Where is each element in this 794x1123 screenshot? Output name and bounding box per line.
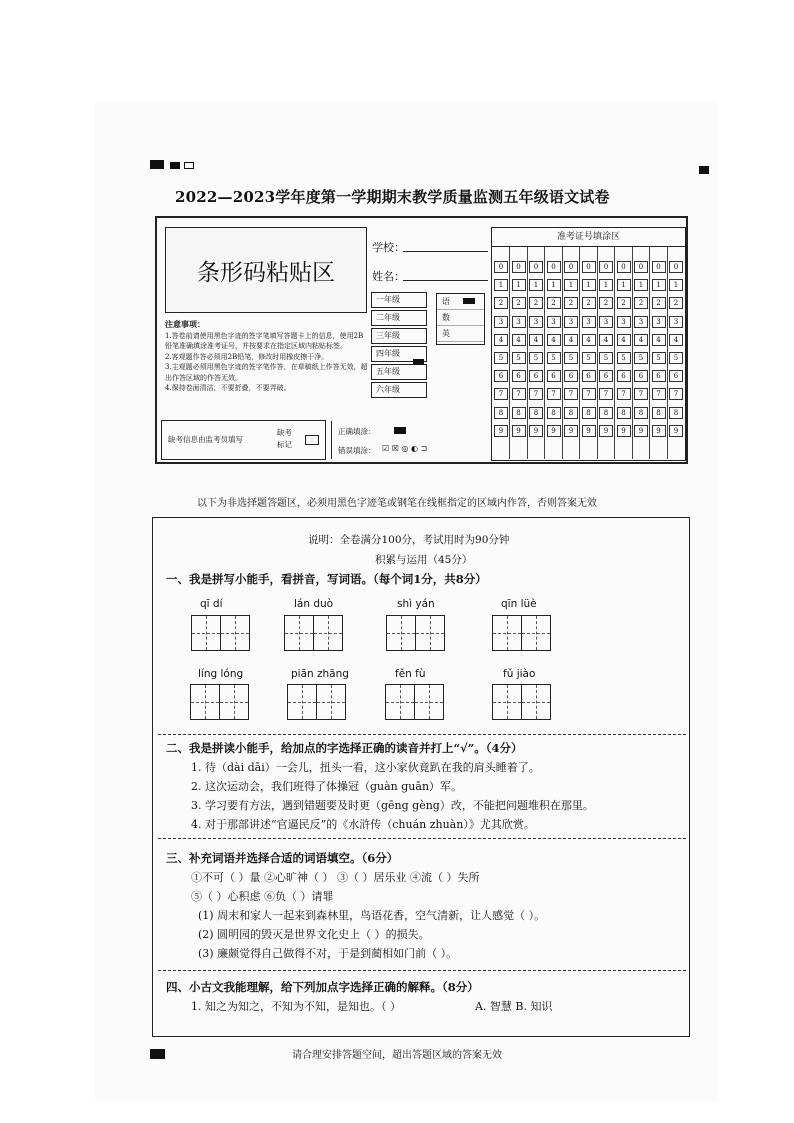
q2-item: 1. 待（dài dāi）一会儿，扭头一看，这小家伙竟趴在我的肩头睡着了。 <box>191 761 540 774</box>
exam-id-digit[interactable]: 1 <box>564 279 578 291</box>
school-field[interactable] <box>403 251 488 252</box>
exam-id-digit[interactable]: 2 <box>669 297 683 309</box>
writing-box[interactable] <box>190 684 220 720</box>
exam-id-digit[interactable]: 8 <box>582 407 596 419</box>
writing-box[interactable] <box>414 684 444 720</box>
exam-id-digit[interactable]: 2 <box>617 297 631 309</box>
note-item: 1.答卷前请使用黑色字迹的签字笔填写答题卡上的信息，使用2B铅笔准确填涂准考证号，并按要求在指定区域内粘贴标签。 <box>165 331 364 350</box>
exam-id-digit[interactable]: 6 <box>494 370 508 382</box>
exam-id-digit[interactable]: 0 <box>634 261 648 273</box>
missing-exam-box <box>161 420 326 460</box>
exam-id-digit[interactable]: 4 <box>494 334 508 346</box>
grade-option[interactable]: 五年级 <box>371 364 427 380</box>
exam-id-digit[interactable]: 2 <box>634 297 648 309</box>
exam-id-digit[interactable]: 6 <box>652 370 666 382</box>
wrong-fill-label: 错误填涂： <box>338 446 376 455</box>
exam-id-digit[interactable]: 0 <box>547 261 561 273</box>
answer-card-header <box>155 216 688 464</box>
missing-mark-box[interactable] <box>305 435 319 445</box>
exam-id-digit[interactable]: 8 <box>599 407 613 419</box>
exam-id-digit[interactable]: 0 <box>599 261 613 273</box>
exam-id-digit[interactable]: 8 <box>669 407 683 419</box>
exam-id-digit[interactable]: 5 <box>529 352 543 364</box>
q3-title: 三、补充词语并选择合适的词语填空。（6分） <box>166 851 399 865</box>
exam-id-digit[interactable]: 6 <box>582 370 596 382</box>
exam-id-digit[interactable]: 4 <box>599 334 613 346</box>
section-divider <box>158 838 686 839</box>
missing-mark-label: 缺考标记 <box>277 428 292 449</box>
exam-id-digit[interactable]: 4 <box>512 334 526 346</box>
exam-id-digit[interactable]: 5 <box>634 352 648 364</box>
q4-title: 四、小古文我能理解，给下列加点字选择正确的解释。（8分） <box>166 980 479 994</box>
exam-id-digit[interactable]: 4 <box>617 334 631 346</box>
writing-box[interactable] <box>492 615 522 651</box>
exam-id-digit[interactable]: 9 <box>669 425 683 437</box>
writing-box[interactable] <box>415 615 445 651</box>
wrong-fill-marks: ☑ ☒ ◎ ◐ ⊐ <box>382 444 428 453</box>
writing-box[interactable] <box>492 684 522 720</box>
name-field[interactable] <box>403 280 488 281</box>
exam-id-digit[interactable]: 6 <box>634 370 648 382</box>
exam-id-digit[interactable]: 0 <box>564 261 578 273</box>
exam-id-digit[interactable]: 1 <box>634 279 648 291</box>
q3-item: (2) 圆明园的毁灭是世界文化史上（ ）的损失。 <box>198 928 430 941</box>
exam-id-column <box>615 247 633 459</box>
exam-id-digit[interactable]: 7 <box>617 388 631 400</box>
exam-id-digit[interactable]: 3 <box>634 316 648 328</box>
exam-id-digit[interactable]: 1 <box>494 279 508 291</box>
q3-item: (3) 廉颇觉得自己做得不对，于是到蔺相如门前（ ）。 <box>198 947 458 960</box>
exam-id-column <box>632 247 650 459</box>
exam-id-digit[interactable]: 2 <box>582 297 596 309</box>
part-title: 积累与运用（45分） <box>375 554 473 566</box>
exam-id-digit[interactable]: 3 <box>512 316 526 328</box>
exam-id-column <box>510 247 528 459</box>
section-divider <box>158 970 686 971</box>
exam-id-digit[interactable]: 5 <box>669 352 683 364</box>
exam-id-digit[interactable]: 5 <box>599 352 613 364</box>
exam-id-digit[interactable]: 6 <box>617 370 631 382</box>
exam-id-column <box>667 247 684 459</box>
note-item: 4.保持卷面清洁，不要折叠，不要弄破。 <box>165 384 291 392</box>
exam-id-digit[interactable]: 1 <box>547 279 561 291</box>
exam-id-digit[interactable]: 2 <box>494 297 508 309</box>
exam-id-digit[interactable]: 8 <box>652 407 666 419</box>
school-label: 学校： <box>372 241 405 254</box>
position-mark <box>699 166 709 174</box>
exam-id-digit[interactable]: 9 <box>634 425 648 437</box>
exam-id-digit[interactable]: 0 <box>512 261 526 273</box>
exam-id-digit[interactable]: 8 <box>547 407 561 419</box>
exam-id-digit[interactable]: 4 <box>582 334 596 346</box>
exam-id-digit[interactable]: 4 <box>652 334 666 346</box>
position-mark <box>170 162 180 169</box>
writing-box[interactable] <box>385 684 415 720</box>
exam-id-digit[interactable]: 9 <box>512 425 526 437</box>
exam-id-column <box>580 247 598 459</box>
exam-id-digit[interactable]: 9 <box>582 425 596 437</box>
exam-id-digit[interactable]: 8 <box>617 407 631 419</box>
q2-title: 二、我是拼读小能手，给加点的字选择正确的读音并打上“√”。（4分） <box>166 741 523 755</box>
exam-id-digit[interactable]: 1 <box>582 279 596 291</box>
section-divider <box>158 734 686 735</box>
fill-example <box>331 421 494 459</box>
exam-id-digit[interactable]: 0 <box>669 261 683 273</box>
correct-fill-mark <box>394 427 406 434</box>
grade-option[interactable]: 二年级 <box>371 310 427 326</box>
writing-box[interactable] <box>220 615 250 651</box>
position-mark <box>184 162 194 169</box>
exam-id-digit[interactable]: 5 <box>512 352 526 364</box>
exam-id-digit[interactable]: 6 <box>512 370 526 382</box>
writing-box[interactable] <box>521 684 551 720</box>
exam-id-digit[interactable]: 8 <box>529 407 543 419</box>
exam-id-digit[interactable]: 6 <box>547 370 561 382</box>
exam-id-digit[interactable]: 5 <box>652 352 666 364</box>
position-mark <box>150 160 164 169</box>
q4-options: A. 智慧 B. 知识 <box>475 1000 553 1013</box>
writing-box[interactable] <box>219 684 249 720</box>
exam-id-digit[interactable]: 1 <box>599 279 613 291</box>
pinyin: líng lóng <box>198 668 244 680</box>
exam-id-digit[interactable]: 9 <box>652 425 666 437</box>
answer-notice: 以下为非选择题答题区，必须用黑色字迹笔或钢笔在线框指定的区域内作答，否则答案无效 <box>197 498 597 509</box>
exam-id-digit[interactable]: 3 <box>599 316 613 328</box>
note-item: 3.主观题必须用黑色字迹的签字笔作答，在草稿纸上作答无效，超出作答区域的作答无效。 <box>165 363 368 382</box>
exam-id-digit[interactable]: 2 <box>529 297 543 309</box>
subject-option[interactable]: 英 <box>437 326 484 342</box>
subject-options <box>436 293 485 345</box>
pinyin: fǔ jiào <box>503 668 536 680</box>
exam-id-digit[interactable]: 5 <box>582 352 596 364</box>
exam-id-digit[interactable]: 3 <box>617 316 631 328</box>
exam-id-digit[interactable]: 2 <box>512 297 526 309</box>
subject-option[interactable]: 数 <box>437 310 484 326</box>
exam-id-column <box>527 247 545 459</box>
pinyin: fěn fù <box>395 668 426 680</box>
exam-id-digit[interactable]: 0 <box>617 261 631 273</box>
exam-id-column <box>492 247 510 459</box>
exam-id-digit[interactable]: 7 <box>529 388 543 400</box>
exam-id-column <box>562 247 580 459</box>
exam-id-column <box>597 247 615 459</box>
exam-id-digit[interactable]: 7 <box>652 388 666 400</box>
pinyin: lán duò <box>294 598 334 610</box>
writing-box[interactable] <box>521 615 551 651</box>
grade-option[interactable]: 三年级 <box>371 328 427 344</box>
exam-id-digit[interactable]: 4 <box>529 334 543 346</box>
q2-item: 3. 学习要有方法，遇到错题要及时更（gēng gèng）改，不能把问题堆积在那里。 <box>191 799 594 812</box>
writing-box[interactable] <box>313 615 343 651</box>
pinyin: qīn lüè <box>501 598 537 610</box>
missing-label: 缺考信息由监考员填写 <box>168 435 243 444</box>
exam-id-digit[interactable]: 7 <box>512 388 526 400</box>
exam-id-digit[interactable]: 4 <box>669 334 683 346</box>
q2-item: 4. 对于那部讲述“官逼民反”的《水浒传（chuán zhuàn）》尤其欣赏。 <box>191 818 535 831</box>
exam-id-digit[interactable]: 0 <box>494 261 508 273</box>
exam-id-digit[interactable]: 3 <box>669 316 683 328</box>
exam-id-digit[interactable]: 5 <box>617 352 631 364</box>
correct-fill-label: 正确填涂： <box>338 427 376 436</box>
exam-id-digit[interactable]: 4 <box>547 334 561 346</box>
exam-id-digit[interactable]: 1 <box>529 279 543 291</box>
exam-id-digit[interactable]: 7 <box>669 388 683 400</box>
exam-id-digit[interactable]: 6 <box>564 370 578 382</box>
exam-id-digit[interactable]: 1 <box>512 279 526 291</box>
exam-id-digit[interactable]: 2 <box>564 297 578 309</box>
writing-box[interactable] <box>287 684 317 720</box>
pinyin: qī dí <box>200 598 223 610</box>
barcode-area: 条形码粘贴区 <box>165 227 367 313</box>
exam-id-digit[interactable]: 2 <box>599 297 613 309</box>
grade-option[interactable]: 六年级 <box>371 382 427 398</box>
exam-id-digit[interactable]: 5 <box>494 352 508 364</box>
answer-region <box>152 517 690 1037</box>
exam-id-digit[interactable]: 0 <box>529 261 543 273</box>
pinyin: shì yán <box>397 598 435 610</box>
exam-id-digit[interactable]: 5 <box>547 352 561 364</box>
exam-id-digit[interactable]: 7 <box>494 388 508 400</box>
exam-id-digit[interactable]: 8 <box>512 407 526 419</box>
exam-id-digit[interactable]: 9 <box>547 425 561 437</box>
grade-option[interactable]: 四年级 <box>371 346 427 362</box>
exam-id-digit[interactable]: 3 <box>529 316 543 328</box>
exam-id-digit[interactable]: 9 <box>529 425 543 437</box>
exam-id-digit[interactable]: 4 <box>564 334 578 346</box>
exam-id-column <box>650 247 668 459</box>
exam-id-digit[interactable]: 7 <box>634 388 648 400</box>
exam-id-digit[interactable]: 5 <box>564 352 578 364</box>
exam-id-digit[interactable]: 2 <box>652 297 666 309</box>
grade-option[interactable]: 一年级 <box>371 292 427 308</box>
exam-id-digit[interactable]: 6 <box>529 370 543 382</box>
q3-words-row: ⑤（ ）心积虑 ⑥负（ ）请罪 <box>191 890 334 903</box>
pinyin: piān zhāng <box>291 668 349 680</box>
exam-id-digit[interactable]: 8 <box>634 407 648 419</box>
writing-box[interactable] <box>386 615 416 651</box>
exam-id-digit[interactable]: 7 <box>599 388 613 400</box>
exam-id-digit[interactable]: 0 <box>582 261 596 273</box>
exam-id-digit[interactable]: 3 <box>547 316 561 328</box>
exam-id-digit[interactable]: 1 <box>669 279 683 291</box>
exam-id-digit[interactable]: 9 <box>564 425 578 437</box>
q3-words-row: ①不可（ ）量 ②心旷神（ ） ③（ ）居乐业 ④流（ ）失所 <box>191 871 480 884</box>
exam-id-digit[interactable]: 6 <box>669 370 683 382</box>
exam-description: 说明：全卷满分100分，考试用时为90分钟 <box>308 534 510 546</box>
grade-filled-mark <box>413 359 424 365</box>
exam-id-digit[interactable]: 3 <box>494 316 508 328</box>
exam-id-grid <box>491 227 686 461</box>
notes <box>165 319 370 394</box>
exam-id-digit[interactable]: 4 <box>634 334 648 346</box>
subject-filled-mark <box>463 298 475 304</box>
exam-id-title: 准考证号填涂区 <box>492 228 685 247</box>
note-item: 2.客观题作答必须用2B铅笔，修改时用橡皮擦干净。 <box>165 352 329 361</box>
exam-id-column <box>545 247 563 459</box>
footer-notice: 请合理安排答题空间，超出答题区域的答案无效 <box>292 1050 502 1061</box>
exam-id-digit[interactable]: 2 <box>547 297 561 309</box>
exam-id-digit[interactable]: 0 <box>652 261 666 273</box>
name-label: 姓名： <box>372 270 405 283</box>
exam-title: 2022—2023学年度第一学期期末教学质量监测五年级语文试卷 <box>175 188 610 206</box>
writing-box[interactable] <box>284 615 314 651</box>
notes-title: 注意事项： <box>165 319 205 329</box>
exam-id-digit[interactable]: 1 <box>617 279 631 291</box>
exam-id-digit[interactable]: 8 <box>564 407 578 419</box>
q4-item: 1. 知之为知之，不知为不知，是知也。（ ） <box>191 1000 401 1013</box>
exam-id-digit[interactable]: 7 <box>564 388 578 400</box>
q2-item: 2. 这次运动会，我们班得了体操冠（guàn guān）军。 <box>191 780 463 793</box>
q1-title: 一、我是拼写小能手，看拼音，写词语。（每个词1分，共8分） <box>166 572 487 586</box>
grade-options <box>371 292 428 392</box>
writing-box[interactable] <box>316 684 346 720</box>
exam-id-digit[interactable]: 3 <box>582 316 596 328</box>
exam-id-digit[interactable]: 9 <box>617 425 631 437</box>
exam-id-digit[interactable]: 3 <box>564 316 578 328</box>
exam-id-digit[interactable]: 9 <box>494 425 508 437</box>
q3-item: (1) 周末和家人一起来到森林里，鸟语花香，空气清新，让人感觉（ ）。 <box>198 909 546 922</box>
exam-id-digit[interactable]: 3 <box>652 316 666 328</box>
exam-id-digit[interactable]: 7 <box>547 388 561 400</box>
exam-id-digit[interactable]: 9 <box>599 425 613 437</box>
exam-id-digit[interactable]: 1 <box>652 279 666 291</box>
writing-box[interactable] <box>191 615 221 651</box>
exam-id-digit[interactable]: 6 <box>599 370 613 382</box>
subject-option[interactable]: 语 <box>437 294 484 310</box>
exam-id-digit[interactable]: 7 <box>582 388 596 400</box>
exam-id-digit[interactable]: 8 <box>494 407 508 419</box>
